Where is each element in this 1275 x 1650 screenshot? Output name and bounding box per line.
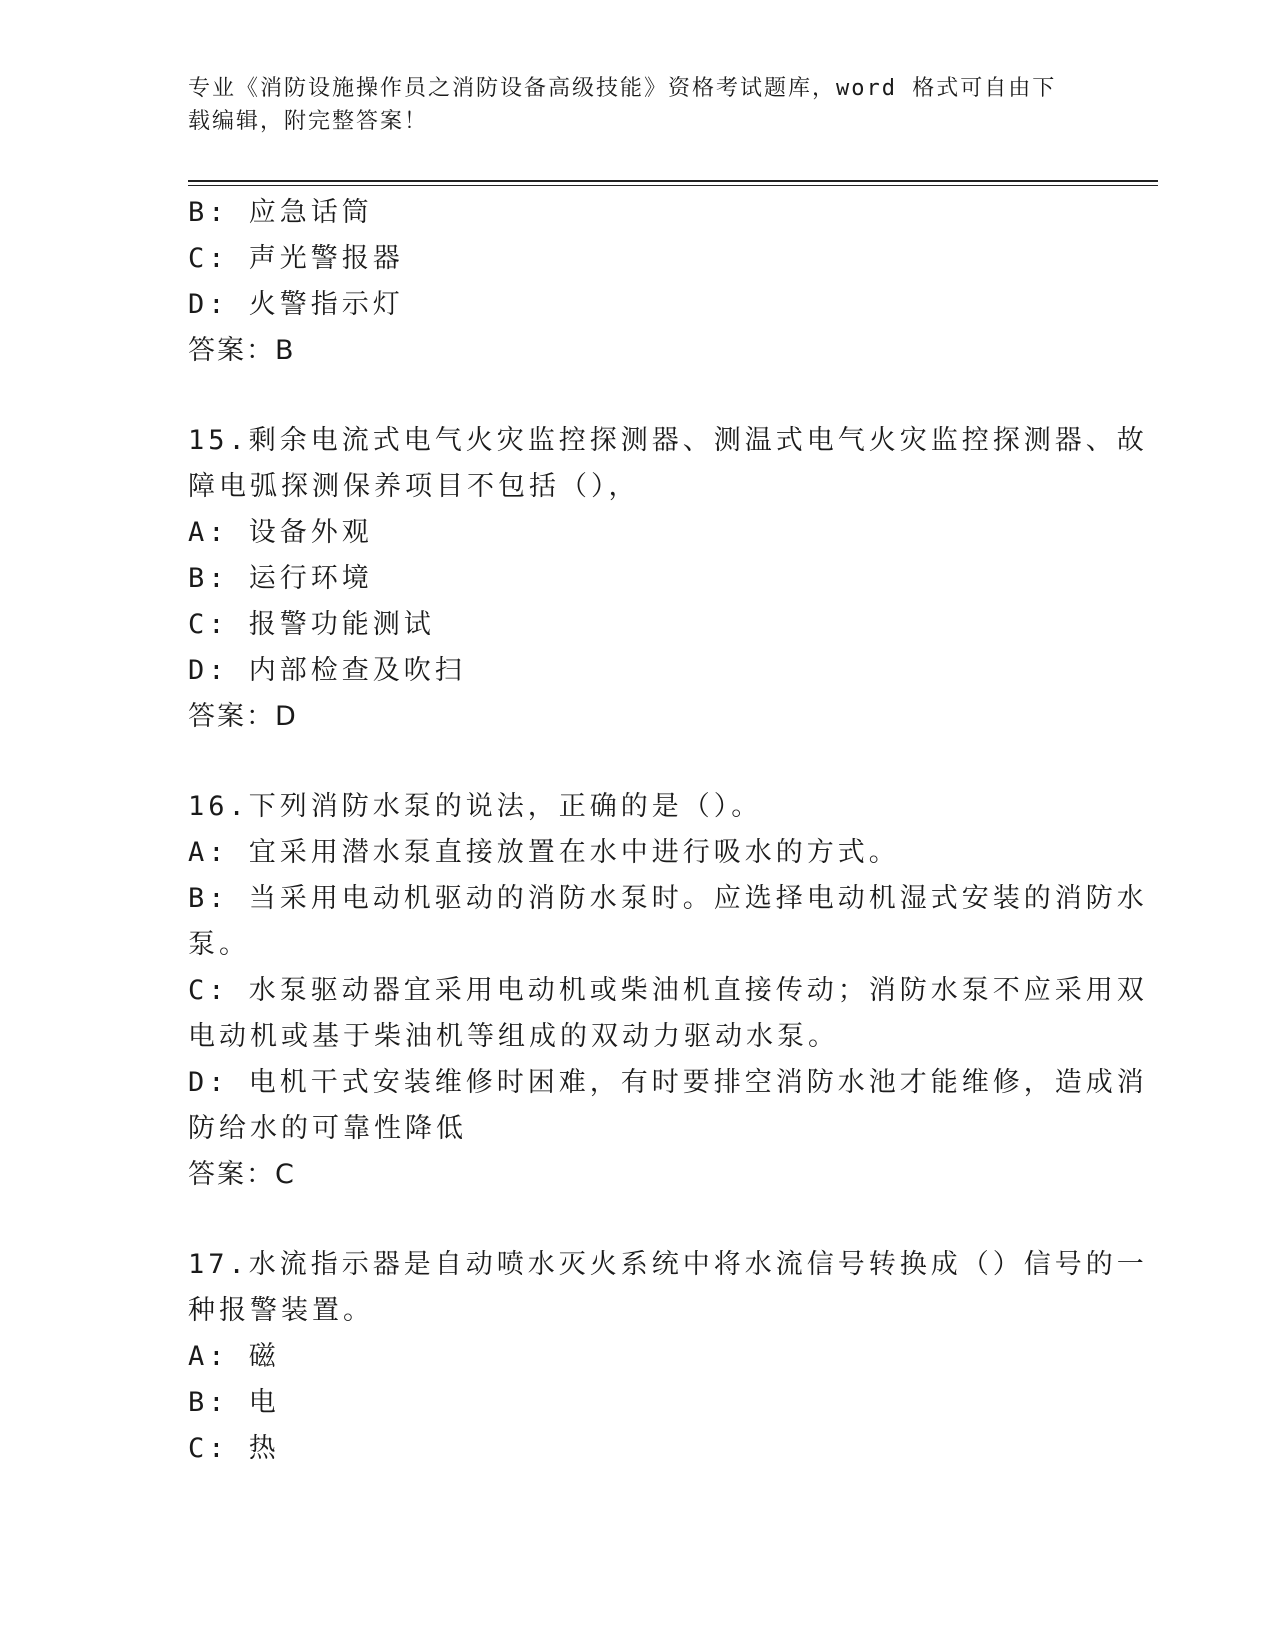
option-d: D: 火警指示灯: [188, 289, 404, 320]
option-d: D: 内部检查及吹扫: [188, 655, 466, 686]
option-b: B: 应急话筒: [188, 197, 373, 228]
question-stem: 种报警装置。: [188, 1295, 374, 1326]
document-header: [188, 72, 1068, 138]
spacer: [188, 1198, 1088, 1242]
question-stem: 障电弧探测保养项目不包括（），: [188, 471, 640, 502]
option-b: B: 运行环境: [188, 563, 373, 594]
option-c-cont: 电动机或基于柴油机等组成的双动力驱动水泵。: [188, 1021, 839, 1052]
option-c: C: 声光警报器: [188, 243, 404, 274]
option-a: A: 磁: [188, 1341, 280, 1372]
spacer: [188, 374, 1088, 418]
answer-line: 答案：D: [188, 701, 298, 732]
option-a: A: 设备外观: [188, 517, 373, 548]
answer-line: 答案：B: [188, 335, 296, 366]
option-c: C: 报警功能测试: [188, 609, 435, 640]
option-b-cont: 泵。: [188, 929, 250, 960]
question-stem: 16.下列消防水泵的说法，正确的是（）。: [188, 791, 763, 822]
header-line: 载编辑，附完整答案！: [188, 109, 429, 134]
question-list: [188, 190, 1148, 1472]
option-c: C: 水泵驱动器宜采用电动机或柴油机直接传动；消防水泵不应采用双: [188, 975, 1148, 1006]
header-divider-thin: [188, 185, 1158, 186]
header-line: 专业《消防设施操作员之消防设备高级技能》资格考试题库，word 格式可自由下: [188, 76, 1057, 101]
option-b: B: 电: [188, 1387, 280, 1418]
header-divider: [188, 180, 1158, 182]
spacer: [188, 740, 1088, 784]
option-d: D: 电机干式安装维修时困难，有时要排空消防水池才能维修，造成消: [188, 1067, 1148, 1098]
question-stem: 15.剩余电流式电气火灾监控探测器、测温式电气火灾监控探测器、故: [188, 425, 1148, 456]
option-d-cont: 防给水的可靠性降低: [188, 1113, 467, 1144]
option-a: A: 宜采用潜水泵直接放置在水中进行吸水的方式。: [188, 837, 900, 868]
option-b: B: 当采用电动机驱动的消防水泵时。应选择电动机湿式安装的消防水: [188, 883, 1148, 914]
answer-line: 答案：C: [188, 1159, 296, 1190]
question-stem: 17.水流指示器是自动喷水灭火系统中将水流信号转换成（）信号的一: [188, 1249, 1148, 1280]
option-c: C: 热: [188, 1433, 280, 1464]
